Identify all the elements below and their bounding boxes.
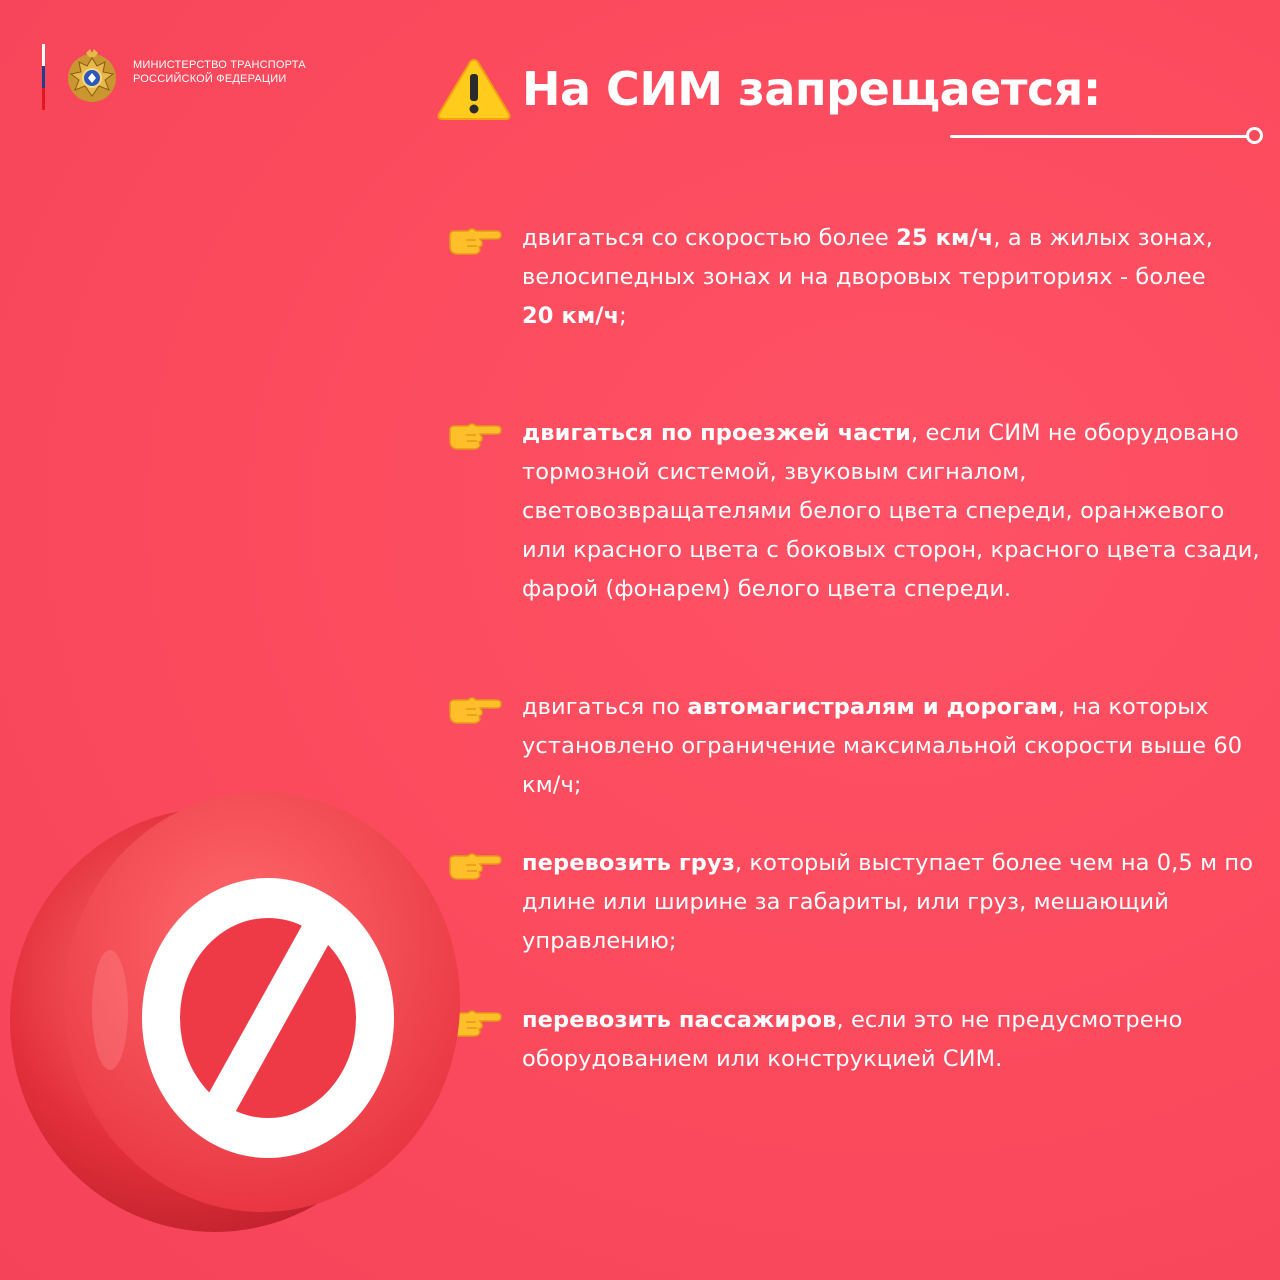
rule-text-bold: перевозить груз [522, 850, 735, 876]
backhand-index-pointing-right-icon [446, 418, 502, 450]
flag-stripe-white [42, 44, 45, 66]
rule-item [446, 688, 1262, 805]
rule-text-run: двигаться по [522, 694, 688, 720]
rule-item [446, 219, 1262, 336]
russian-flag-bar [42, 44, 45, 110]
ministry-name [133, 58, 306, 86]
ministry-name-line2: РОССИЙСКОЙ ФЕДЕРАЦИИ [133, 73, 287, 85]
no-entry-prohibition-button-icon [0, 770, 470, 1240]
page-title: На СИМ запрещается: [522, 62, 1101, 116]
rule-item [446, 414, 1262, 609]
title-underline-dot [1246, 127, 1263, 144]
rule-text-run: , а в жилых зонах, велосипедных зонах и на дворовых территориях - более [522, 225, 1213, 290]
rule-text-bold: автомагистралям и дорогам [687, 694, 1058, 720]
rule-text-bold: перевозить пассажиров [522, 1007, 837, 1033]
title-underline [950, 135, 1250, 138]
rule-text [522, 688, 1262, 805]
rule-text-run: двигаться со скоростью более [522, 225, 897, 251]
title-row [436, 56, 1101, 122]
rule-text [522, 844, 1262, 961]
double-headed-eagle-emblem-icon [59, 44, 125, 110]
rule-item [446, 844, 1262, 961]
rule-text [522, 414, 1262, 609]
rule-text-run: , если СИМ не оборудовано тормозной системой, звуковым сигналом, световозвращателями белого цвета спереди, оранжевого или красного цвета с боковых сторон, красного цвета сзади, фарой (фонарем) белого цвета спереди. [522, 420, 1260, 602]
rule-text [522, 219, 1262, 336]
rule-text-bold: 25 км/ч [896, 225, 994, 251]
rule-text-run: , который выступает более чем на 0,5 м по длине или ширине за габариты, или груз, мешающий управлению; [522, 850, 1254, 954]
rule-text-run: , на которых установлено ограничение максимальной скорости выше 60 км/ч; [522, 694, 1243, 798]
rule-item [446, 1001, 1262, 1079]
rule-text-bold: двигаться по проезжей части [522, 420, 912, 446]
backhand-index-pointing-right-icon [446, 223, 502, 255]
rule-text-run: ; [619, 303, 627, 329]
flag-stripe-red [42, 88, 45, 110]
backhand-index-pointing-right-icon [446, 692, 502, 724]
ministry-logo [42, 44, 306, 110]
rule-text [522, 1001, 1262, 1079]
rule-text-run: , если это не предусмотрено оборудованием или конструкцией СИМ. [522, 1007, 1183, 1072]
rule-text-bold: 20 км/ч [522, 303, 620, 329]
warning-sign-icon [436, 56, 512, 122]
flag-stripe-blue [42, 66, 45, 88]
ministry-name-line1: МИНИСТЕРСТВО ТРАНСПОРТА [133, 59, 306, 71]
